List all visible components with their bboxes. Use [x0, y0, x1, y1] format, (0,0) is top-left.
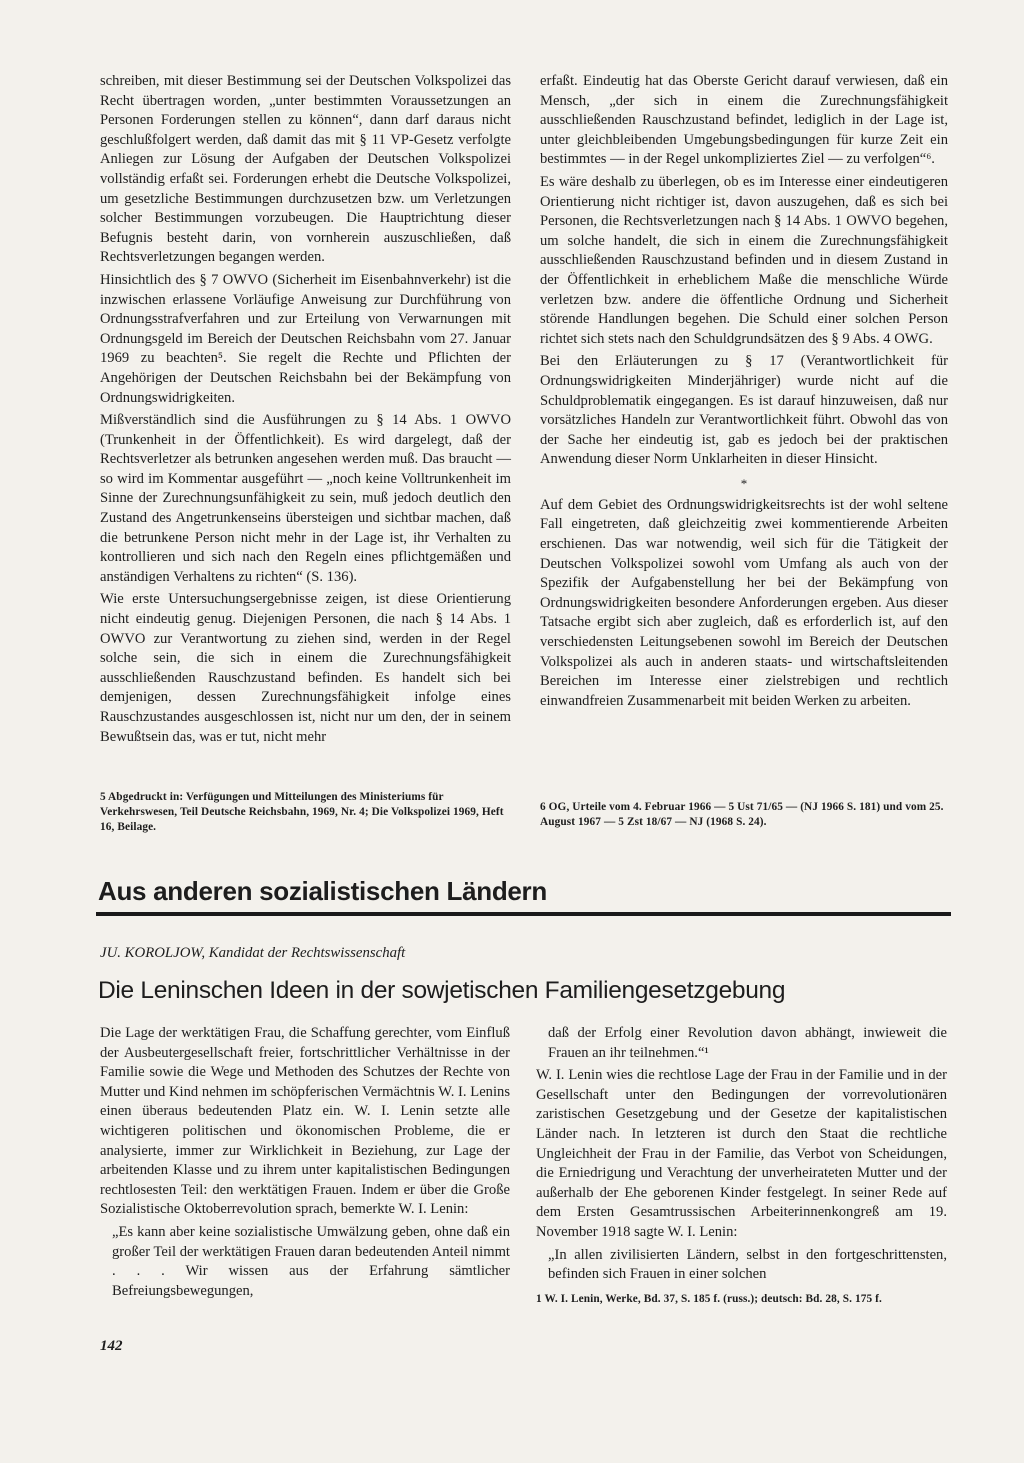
quote: „In allen zivilisierten Ländern, selbst in den fortgeschrittensten, befinden sich Frauen in einer solchen	[548, 1246, 947, 1283]
paragraph: W. I. Lenin wies die rechtlose Lage der Frau in der Familie und in der Gesellschaft unter den Bedingungen der vorrevolutionären zaristischen Gesetzgebung und der Gesetze der kapitalistischen Länder nach. In letzteren ist durch den Staat die rechtliche Ungleichheit der Frau in der Familie, das Verbot von Scheidungen, die Erniedrigung und Verachtung der unverheirateten Mutter und der außerhalb der Ehe geborenen Kinder festgelegt. In seiner Rede auf dem Ersten Gesamtrussischen Arbeiterinnenkongreß am 19. November 1918 sagte W. I. Lenin:	[536, 1067, 947, 1240]
footnote-6: 6 OG, Urteile vom 4. Februar 1966 — 5 Ust 71/65 — (NJ 1966 S. 181) und vom 25. August 1967 — 5 Zst 18/67 — NJ (1968 S. 24).	[540, 801, 944, 828]
article-author: JU. KOROLJOW, Kandidat der Rechtswissenschaft	[100, 945, 406, 961]
paragraph: schreiben, mit dieser Bestimmung sei der Deutschen Volkspolizei das Recht übertragen worden, „unter bestimmten Voraussetzungen an Personen Forderungen stellen zu können“, dann darf daraus nicht geschlußfolgert werden, daß damit das mit § 11 VP-Gesetz verfolgte Anliegen zur Lösung der Aufgaben der Deutschen Volkspolizei vollständig erfaßt sei. Forderungen erhebt die Deutsche Volkspolizei, um gesetzliche Bestimmungen durchzusetzen bzw. um Verletzungen solcher Bestimmungen vorzubeugen. Die Hauptrichtung dieser Befugnis besteht darin, von vornherein auszuschließen, daß Rechtsverletzungen begangen werden.	[100, 73, 511, 266]
section-separator-star: *	[740, 475, 748, 491]
footnote-5: 5 Abgedruckt in: Verfügungen und Mitteilungen des Ministeriums für Verkehrswesen, Teil Deutsche Reichsbahn, 1969, Nr. 4; Die Volkspolizei 1969, Heft 16, Beilage.	[100, 791, 504, 833]
paragraph: Es wäre deshalb zu überlegen, ob es im Interesse einer eindeutigeren Orientierung nicht richtiger ist, davon auszugehen, daß es sich bei Personen, die Rechtsverletzungen nach § 14 Abs. 1 OWVO begehen, um solche handelt, die sich in einem die Zurechnungsfähigkeit ausschließenden Rauschzustand befinden und in diesem Zustand in der Öffentlichkeit in erheblichem Maße die menschliche Würde verletzen bzw. andere die öffentliche Ordnung und Sicherheit störende Handlungen begehen. Die Schuld einer solchen Person richtet sich stets nach den Schuldgrundsätzen des § 9 Abs. 4 OWG.	[540, 173, 948, 347]
paragraph: Bei den Erläuterungen zu § 17 (Verantwortlichkeit für Ordnungswidrigkeiten Minderjähriger) wurde nicht auf die Schuldproblematik eingegangen. Es ist darauf hinzuweisen, daß nur vorsätzliches Handeln zur Verantwortlichkeit führt. Obwohl das von der Sache her eindeutig ist, gab es jedoch bei der praktischen Anwendung dieser Norm Unklarheiten in dieser Hinsicht.	[540, 353, 948, 468]
section-title: Aus anderen sozialistischen Ländern	[98, 876, 547, 906]
section-heading	[96, 874, 951, 916]
page-number: 142	[100, 1338, 123, 1354]
paragraph: erfaßt. Eindeutig hat das Oberste Gericht darauf verwiesen, daß ein Mensch, „der sich in einem die Zurechnungsfähigkeit ausschließenden Rauschzustand befindet, lediglich in der Lage ist, unter gleichbleibenden Umgebungsbedingungen für kurze Zeit ein bestimmtes — in der Regel unkompliziertes Ziel — zu verfolgen“⁶.	[540, 73, 948, 168]
paragraph: Wie erste Untersuchungsergebnisse zeigen, ist diese Orientierung nicht eindeutig genug. Diejenigen Personen, die nach § 14 Abs. 1 OWVO zur Verantwortung zu ziehen sind, werden in der Regel solche sein, die sich in einem die Zurechnungsfähigkeit ausschließenden Rauschzustand befinden. Es handelt sich bei demjenigen, dessen Zurechnungsfähigkeit infolge eines Rauschzustandes ausgeschlossen ist, nicht nur um den, der in seinem Bewußtsein das, was er tut, nicht mehr	[100, 591, 511, 745]
left-column-bottom	[100, 1024, 510, 1301]
paragraph: Hinsichtlich des § 7 OWVO (Sicherheit im Eisenbahnverkehr) ist die inzwischen erlassene Vorläufige Anweisung zur Durchführung von Ordnungsstrafverfahren und zur Erteilung von Verwarnungen mit Ordnungsgeld im Bereich der Deutschen Reichsbahn vom 27. Januar 1969 zu beachten⁵. Sie regelt die Rechte und Pflichten der Angehörigen der Deutschen Reichsbahn bei der Bekämpfung von Ordnungswidrigkeiten.	[100, 271, 511, 406]
quote: „Es kann aber keine sozialistische Umwälzung geben, ohne daß ein großer Teil der werktätigen Frauen daran bedeutenden Anteil nimmt . . . Wir wissen aus der Erfahrung sämtlicher Befreiungsbewegungen,	[112, 1223, 510, 1299]
paragraph: Auf dem Gebiet des Ordnungswidrigkeitsrechts ist der wohl seltene Fall eingetreten, daß gleichzeitig zwei kommentierende Arbeiten erschienen. Das war notwendig, weil sich für die Tätigkeit der Deutschen Volkspolizei sowohl vom Umfang als auch von der Spezifik der Aufgabenstellung her bei der Bekämpfung von Ordnungswidrigkeiten besondere Anforderungen ergeben. Aus dieser Tatsache ergibt sich aber zugleich, daß es erforderlich ist, auf den verschiedensten Leitungsebenen sowohl im Bereich der Deutschen Volkspolizei als auch in anderen staats- und wirtschaftsleitenden Bereichen im Interesse einer zielstrebigen und rechtlich einwandfreien Zusammenarbeit mit beiden Werken zu arbeiten.	[540, 496, 948, 709]
quote: daß der Erfolg einer Revolution davon abhängt, inwieweit die Frauen an ihr teilnehmen.“¹	[548, 1025, 947, 1061]
paragraph: Die Lage der werktätigen Frau, die Schaffung gerechter, vom Einfluß der Ausbeutergesellschaft freier, fortschrittlicher Verhältnisse in der Familie sowie die Wege und Methoden des Schutzes der Rechte von Mutter und Kind nehmen im schöpferischen Vermächtnis W. I. Lenins einen überaus bedeutenden Platz ein. W. I. Lenin setzte alle wichtigeren politischen und ökonomischen Probleme, die er analysierte, immer zur Wirklichkeit in Beziehung, zur Lage der arbeitenden Klasse und zu ihrem unter kapitalistischen Bedingungen rechtlosesten Teil: den werktätigen Frauen. Indem er über die Große Sozialistische Oktoberrevolution sprach, bemerkte W. I. Lenin:	[100, 1025, 510, 1218]
article-title: Die Leninschen Ideen in der sowjetischen Familiengesetzgebung	[98, 977, 786, 1004]
footnote-1: 1 W. I. Lenin, Werke, Bd. 37, S. 185 f. (russ.); deutsch: Bd. 28, S. 175 f.	[536, 1293, 882, 1305]
left-column-top	[100, 72, 511, 747]
right-column-bottom	[536, 1024, 947, 1285]
right-column-top	[540, 72, 948, 711]
paragraph: Mißverständlich sind die Ausführungen zu § 14 Abs. 1 OWVO (Trunkenheit in der Öffentlichkeit). Es wird dargelegt, daß der Rechtsverletzer als betrunken angesehen werden muß. Das braucht — so wird im Kommentar ausgeführt — „noch keine Volltrunkenheit im Sinne der Zurechnungsunfähigkeit zu sein, muß jedoch deutlich den Zustand des Angetrunkenseins übersteigen und sichtbar machen, daß die betrunkene Person nicht mehr in der Lage ist, ihr Verhalten zu kontrollieren und sich nach den Regeln eines pflichtgemäßen und anständigen Verhaltens zu richten“ (S. 136).	[100, 412, 511, 585]
